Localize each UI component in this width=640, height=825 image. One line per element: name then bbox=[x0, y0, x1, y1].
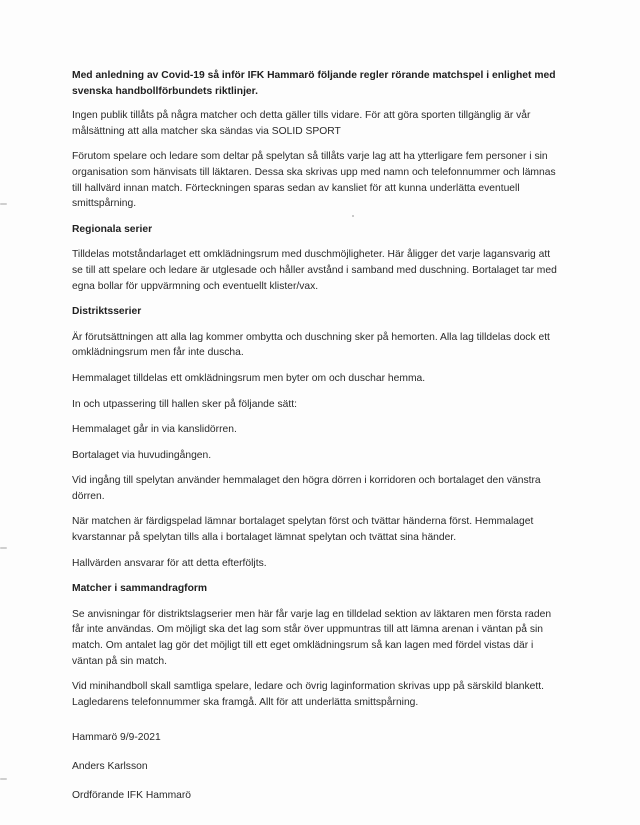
section-paragraph: Bortalaget via huvudingången. bbox=[72, 449, 212, 461]
signature-place-date: Hammarö 9/9-2021 bbox=[72, 732, 161, 744]
section-paragraph: Se anvisningar för distriktslagserier men här får varje lag en tilldelad sektion av läktaren men första raden får inte användas. Om möjligt ska det lag som står över uppmuntras till att lämna arenan i väntan på sin match. Om antalet lag gör det möjligt till ett eget omklädningsrum så kan lagen med fördel vistas där i väntan på sin match. bbox=[72, 608, 552, 667]
document-body bbox=[72, 68, 562, 816]
section-title: Regionala serier bbox=[72, 223, 153, 235]
section-distriktsserier bbox=[72, 304, 562, 571]
section-paragraph: In och utpassering till hallen sker på följande sätt: bbox=[72, 398, 297, 410]
section-regionala-serier bbox=[72, 222, 562, 294]
punch-hole-mark bbox=[0, 778, 7, 780]
section-title: Matcher i sammandragform bbox=[72, 583, 208, 595]
punch-hole-mark bbox=[0, 203, 7, 205]
intro-block bbox=[72, 108, 562, 212]
section-paragraph: Vid ingång till spelytan använder hemmalaget den högra dörren i korridoren och bortalaget den vänstra dörren. bbox=[72, 475, 541, 502]
section-paragraph: Hallvärden ansvarar för att detta efterföljts. bbox=[72, 557, 267, 569]
section-paragraph: Hemmalaget tilldelas ett omklädningsrum men byter om och duschar hemma. bbox=[72, 372, 426, 384]
section-matcher-i-sammandragform bbox=[72, 581, 562, 710]
document-heading: Med anledning av Covid-19 så inför IFK Hammarö följande regler rörande matchspel i enlighet med svenska handbollförbundets riktlinjer. bbox=[72, 70, 556, 97]
signature-name: Anders Karlsson bbox=[72, 761, 148, 772]
intro-paragraph: Ingen publik tillåts på några matcher och detta gäller tills vidare. För att göra sporten tillgänglig är vår målsättning att alla matcher ska sändas via SOLID SPORT bbox=[72, 110, 531, 137]
section-title: Distriktsserier bbox=[72, 306, 142, 318]
punch-hole-mark bbox=[0, 547, 7, 549]
section-paragraph: Tilldelas motståndarlaget ett omklädningsrum med duschmöjligheter. Här åligger det varje lagansvarig att se till att spelare och ledare är utglesade och håller avstånd i samband med duschning. Bortalaget tar med egna bollar för uppvärmning och eventuellt klister/vax. bbox=[72, 249, 557, 292]
section-paragraph: Hemmalaget går in via kanslidörren. bbox=[72, 424, 237, 436]
section-paragraph: Är förutsättningen att alla lag kommer ombytta och duschning sker på hemorten. Alla lag tilldelas dock ett omklädningsrum men får inte duscha. bbox=[72, 331, 550, 359]
section-paragraph: Vid minihandboll skall samtliga spelare, ledare och övrig laginformation skrivas upp på särskild blankett. Lagledarens telefonnummer ska framgå. Allt för att underlätta smittspårning. bbox=[72, 681, 544, 708]
signature-block bbox=[72, 730, 562, 803]
intro-paragraph: Förutom spelare och ledare som deltar på spelytan så tillåts varje lag att ha ytterligare fem personer i sin organisation som hänvisats till läktaren. Dessa ska skrivas upp med namn och telefonnummer och lämnas till hallvärd innan match. Förteckningen sparas sedan av kansliet för att kunna underlätta eventuell smittspårning. bbox=[72, 151, 556, 210]
signature-role: Ordförande IFK Hammarö bbox=[72, 789, 192, 801]
section-paragraph: När matchen är färdigspelad lämnar bortalaget spelytan först och tvättar händerna först. Hemmalaget kvarstannar på spelytan tills alla i bortalaget lämnat spelytan och tvättat sina händer. bbox=[72, 516, 534, 544]
